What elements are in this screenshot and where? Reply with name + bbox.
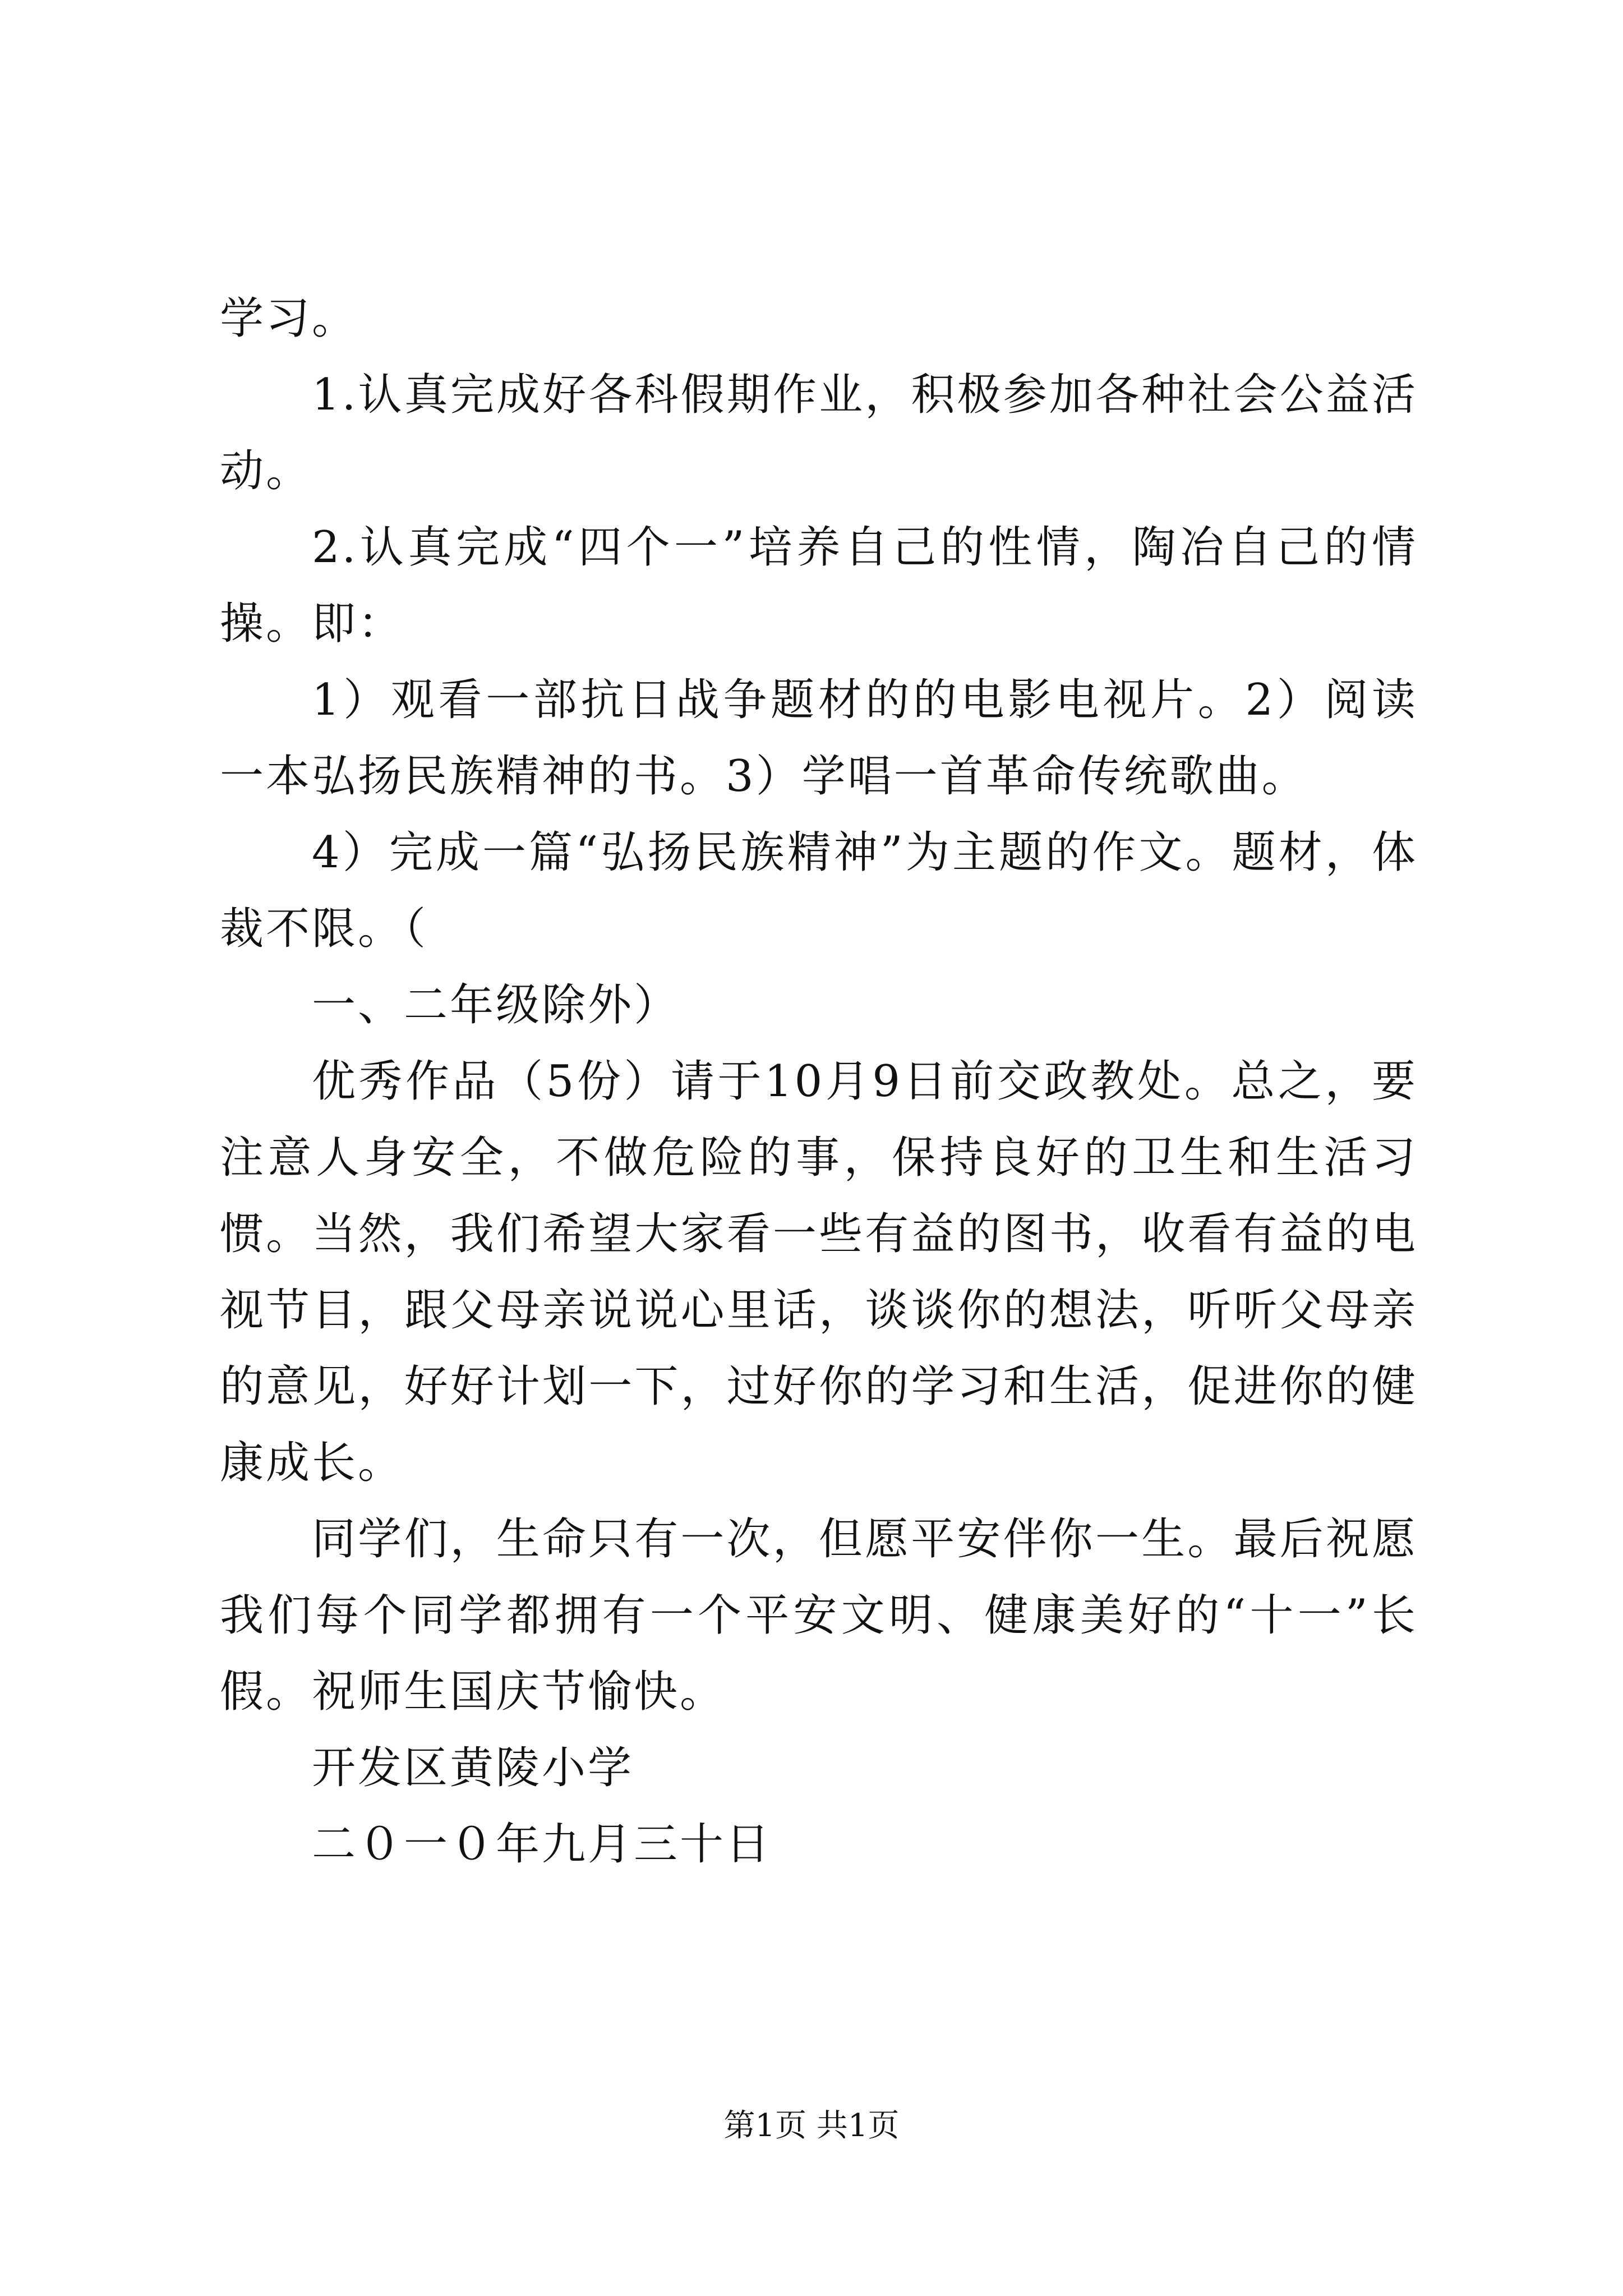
page-number-label: 第1页 共1页	[723, 2108, 900, 2144]
paragraph-closing: 同学们，生命只有一次，但愿平安伴你一生。最后祝愿我们每个同学都拥有一个平安文明、健康美好的“十一”长假。祝师生国庆节愉快。	[220, 1514, 1418, 1717]
paragraph-submission: 优秀作品（5份）请于10月9日前交政教处。总之，要注意人身安全，不做危险的事，保持良好的卫生和生活习惯。当然，我们希望大家看一些有益的图书，收看有益的电视节目，跟父母亲说说心里话，谈谈你的想法，听听父母亲的意见，好好计划一下，过好你的学习和生活，促进你的健康成长。	[220, 1056, 1418, 1488]
paragraph-continuation: 学习。	[220, 293, 358, 344]
paragraph-subitems-1-3: 1）观看一部抗日战争题材的的电影电视片。2）阅读一本弘扬民族精神的书。3）学唱一首革命传统歌曲。	[220, 675, 1418, 802]
document-body	[220, 280, 1418, 1883]
page-footer	[0, 2104, 1623, 2148]
paragraph-subitem-4: 4）完成一篇“弘扬民族精神”为主题的作文。题材，体裁不限。（	[220, 827, 1418, 954]
paragraph-item-1: 1.认真完成好各科假期作业，积极参加各种社会公益活动。	[220, 370, 1418, 496]
signature-date: 二０一０年九月三十日	[312, 1819, 772, 1870]
signature-school: 开发区黄陵小学	[312, 1743, 634, 1793]
paragraph-item-2: 2.认真完成“四个一”培养自己的性情，陶冶自己的情操。即：	[220, 522, 1418, 649]
paragraph-grade-note: 一、二年级除外）	[312, 980, 680, 1030]
